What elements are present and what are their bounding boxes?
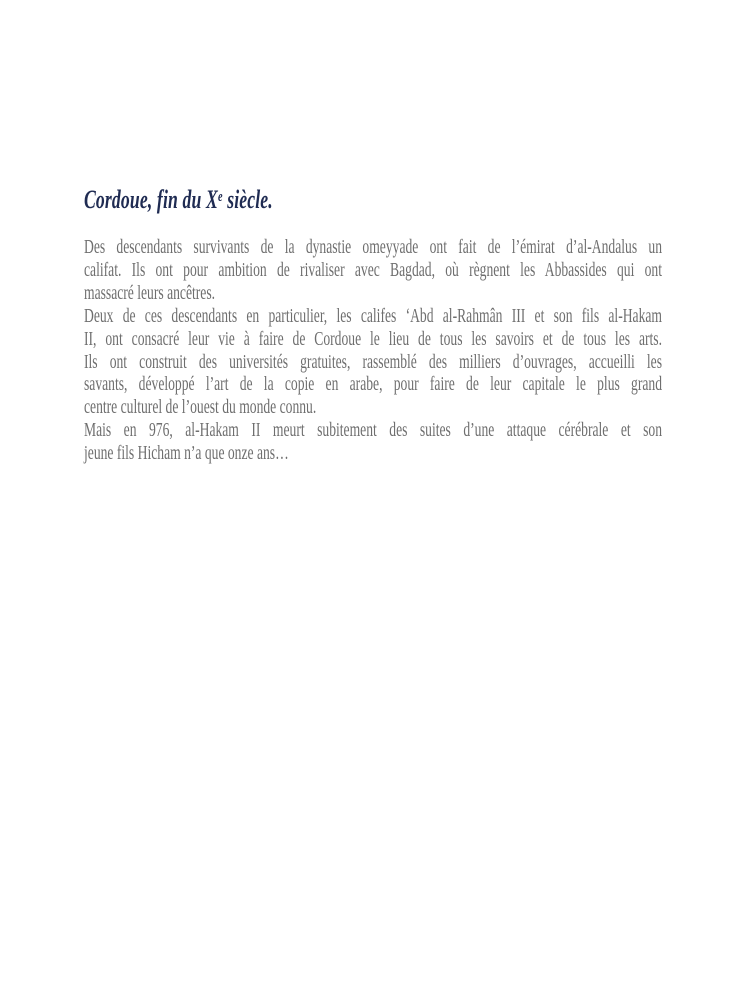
text-line: Des descendants survivants de la dynastie omeyyade ont fait de l’émirat d’al-Andalus un [84,236,662,258]
text-line: savants, développé l’art de la copie en arabe, pour faire de leur capitale le plus grand [84,373,662,396]
text-line: jeune fils Hicham n’a que onze ans… [84,442,289,465]
text-line: califat. Ils ont pour ambition de rivaliser avec Bagdad, où règnent les Abbassides qui ont [84,258,662,281]
heading-text-before: Cordoue, fin du X [84,185,218,214]
text-line: massacré leurs ancêtres. [84,281,216,304]
body-text [84,236,662,465]
text-line: Ils ont construit des universités gratuites, rassemblé des milliers d’ouvrages, accueilli les [84,350,662,373]
text-line: centre culturel de l’ouest du monde connu. [84,396,317,419]
heading-superscript: e [217,189,223,206]
section-heading [84,186,273,218]
heading-text-after: siècle. [222,185,273,214]
text-line: Mais en 976, al-Hakam II meurt subitement des suites d’une attaque cérébrale et son [84,419,662,442]
text-line: II, ont consacré leur vie à faire de Cordoue le lieu de tous les savoirs et de tous les arts. [84,327,662,350]
text-line: Deux de ces descendants en particulier, les califes ‘Abd al-Rahmân III et son fils al-Hakam [84,304,662,327]
